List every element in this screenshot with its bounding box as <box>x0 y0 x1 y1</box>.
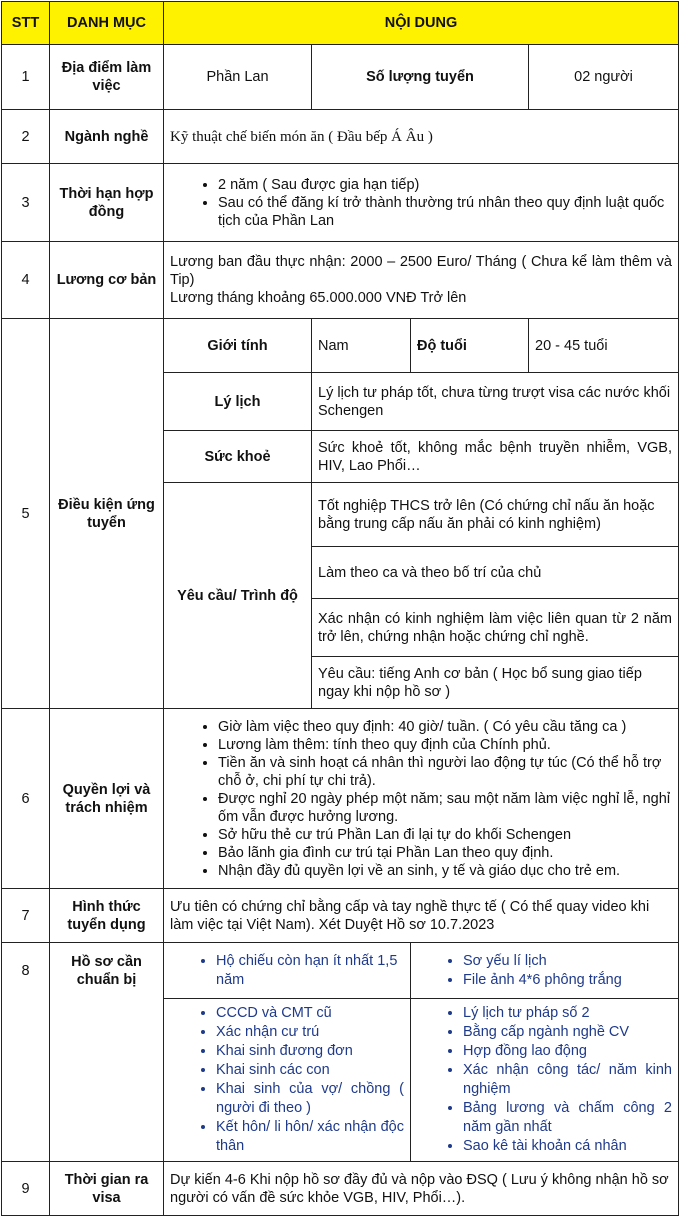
list-item: • Hợp đồng lao động <box>463 1042 672 1061</box>
row-gender-age <box>2 319 679 373</box>
list-item: • Kết hôn/ li hôn/ xác nhận độc thân <box>216 1118 404 1156</box>
row-salary <box>2 242 679 319</box>
requirement-value: Tốt nghiệp THCS trở lên (Có chứng chỉ nấu ăn hoặc bằng trung cấp nấu ăn phải có kinh nghiệm) <box>312 483 679 547</box>
documents-right-top <box>411 943 679 999</box>
row-number: 4 <box>2 242 50 319</box>
row-visa-time <box>2 1162 679 1216</box>
category-cell: Lương cơ bản <box>50 242 164 319</box>
list-item: • Sao kê tài khoản cá nhân <box>463 1137 672 1156</box>
empty-cell <box>50 999 164 1162</box>
list-item: • Sau có thể đăng kí trở thành thường trú nhân theo quy định luật quốc tịch của Phần Lan <box>218 194 672 230</box>
row-documents-bottom <box>2 999 679 1162</box>
contract-content <box>164 164 679 242</box>
list-item: • Hộ chiếu còn hạn ít nhất 1,5 năm <box>216 952 404 990</box>
list-item: • Khai sinh các con <box>216 1061 404 1080</box>
list-item: • Bảo lãnh gia đình cư trú tại Phần Lan theo quy định. <box>218 844 672 862</box>
row-number: 3 <box>2 164 50 242</box>
location-value: Phần Lan <box>164 45 312 110</box>
salary-line-1: Lương ban đầu thực nhận: 2000 – 2500 Euro/ Tháng ( Chưa kể làm thêm và Tip) <box>170 254 672 288</box>
documents-left-top <box>164 943 411 999</box>
health-label: Sức khoẻ <box>164 431 312 483</box>
header-row <box>2 2 679 45</box>
documents-right-bottom <box>411 999 679 1162</box>
list-item: • Bảng lương và chấm công 2 năm gần nhất <box>463 1099 672 1137</box>
list-item: • Sơ yếu lí lịch <box>463 952 672 971</box>
list-item: • Sở hữu thẻ cư trú Phần Lan đi lại tự do khối Schengen <box>218 826 672 844</box>
documents-list <box>170 952 404 990</box>
category-cell: Ngành nghề <box>50 110 164 164</box>
requirement-label: Yêu cầu/ Trình độ <box>164 483 312 709</box>
row-location <box>2 45 679 110</box>
list-item: • Lương làm thêm: tính theo quy định của Chính phủ. <box>218 736 672 754</box>
salary-content <box>164 242 679 319</box>
gender-label: Giới tính <box>164 319 312 373</box>
documents-list <box>170 1004 404 1156</box>
row-number: 5 <box>2 319 50 709</box>
row-contract <box>2 164 679 242</box>
list-item: • Khai sinh của vợ/ chồng ( người đi theo ) <box>216 1080 404 1118</box>
row-number: 1 <box>2 45 50 110</box>
list-item: • Tiền ăn và sinh hoạt cá nhân thì người lao động tự túc (Có thể hỗ trợ chỗ ở, chi phí tự chi trả). <box>218 754 672 790</box>
requirement-value: Xác nhận có kinh nghiệm làm việc liên quan từ 2 năm trở lên, chứng nhận hoặc chứng chỉ nghề. <box>312 599 679 657</box>
list-item: • Bằng cấp ngành nghề CV <box>463 1023 672 1042</box>
documents-list <box>417 952 672 990</box>
row-benefits <box>2 709 679 889</box>
visa-time-value: Dự kiến 4-6 Khi nộp hồ sơ đầy đủ và nộp vào ĐSQ ( Lưu ý không nhận hồ sơ người có vấn đề sức khỏe VGB, HIV, Phổi…). <box>164 1162 679 1216</box>
row-number: 2 <box>2 110 50 164</box>
list-item: • Nhận đầy đủ quyền lợi về an sinh, y tế và giáo dục cho trẻ em. <box>218 862 672 880</box>
quota-value: 02 người <box>529 45 679 110</box>
list-item: • Khai sinh đương đơn <box>216 1042 404 1061</box>
benefits-content <box>164 709 679 889</box>
job-info-table <box>1 1 679 1216</box>
age-label: Độ tuổi <box>411 319 529 373</box>
health-value: Sức khoẻ tốt, không mắc bệnh truyền nhiễm, VGB, HIV, Lao Phổi… <box>312 431 679 483</box>
list-item: • Giờ làm việc theo quy định: 40 giờ/ tuần. ( Có yêu cầu tăng ca ) <box>218 718 672 736</box>
header-category: DANH MỤC <box>50 2 164 45</box>
row-recruitment <box>2 889 679 943</box>
requirement-value: Làm theo ca và theo bố trí của chủ <box>312 547 679 599</box>
row-number: 6 <box>2 709 50 889</box>
row-number: 8 <box>2 943 50 999</box>
list-item: • CCCD và CMT cũ <box>216 1004 404 1023</box>
salary-line-2: Lương tháng khoảng 65.000.000 VNĐ Trở lên <box>170 290 467 306</box>
list-item: • File ảnh 4*6 phông trắng <box>463 971 672 990</box>
row-occupation <box>2 110 679 164</box>
row-documents-top <box>2 943 679 999</box>
category-cell: Điều kiện ứng tuyển <box>50 319 164 709</box>
row-number: 9 <box>2 1162 50 1216</box>
category-cell: Hình thức tuyển dụng <box>50 889 164 943</box>
occupation-value: Kỹ thuật chế biến món ăn ( Đầu bếp Á Âu ) <box>164 110 679 164</box>
list-item: • Xác nhận công tác/ năm kinh nghiệm <box>463 1061 672 1099</box>
list-item: • Lý lịch tư pháp số 2 <box>463 1004 672 1023</box>
documents-left-bottom <box>164 999 411 1162</box>
category-cell: Hồ sơ cần chuẩn bị <box>50 943 164 999</box>
empty-cell <box>2 999 50 1162</box>
category-cell: Địa điểm làm việc <box>50 45 164 110</box>
background-value: Lý lịch tư pháp tốt, chưa từng trượt visa các nước khối Schengen <box>312 373 679 431</box>
list-item: • Được nghỉ 20 ngày phép một năm; sau một năm làm việc nghỉ lễ, nghỉ ốm vẫn được hưởng lương. <box>218 790 672 826</box>
list-item: • 2 năm ( Sau được gia hạn tiếp) <box>218 176 672 194</box>
category-cell: Thời gian ra visa <box>50 1162 164 1216</box>
category-cell: Quyền lợi và trách nhiệm <box>50 709 164 889</box>
requirement-value: Yêu cầu: tiếng Anh cơ bản ( Học bổ sung giao tiếp ngay khi nộp hồ sơ ) <box>312 657 679 709</box>
age-value: 20 - 45 tuổi <box>529 319 679 373</box>
list-item: • Xác nhận cư trú <box>216 1023 404 1042</box>
category-cell: Thời hạn hợp đồng <box>50 164 164 242</box>
documents-list <box>417 1004 672 1156</box>
header-stt: STT <box>2 2 50 45</box>
row-number: 7 <box>2 889 50 943</box>
contract-list <box>170 176 672 230</box>
header-content: NỘI DUNG <box>164 2 679 45</box>
benefits-list <box>170 718 672 880</box>
gender-value: Nam <box>312 319 411 373</box>
background-label: Lý lịch <box>164 373 312 431</box>
recruitment-value: Ưu tiên có chứng chỉ bằng cấp và tay nghề thực tế ( Có thể quay video khi làm việc tại Việt Nam). Xét Duyệt Hồ sơ 10.7.2023 <box>164 889 679 943</box>
quota-label: Số lượng tuyển <box>312 45 529 110</box>
